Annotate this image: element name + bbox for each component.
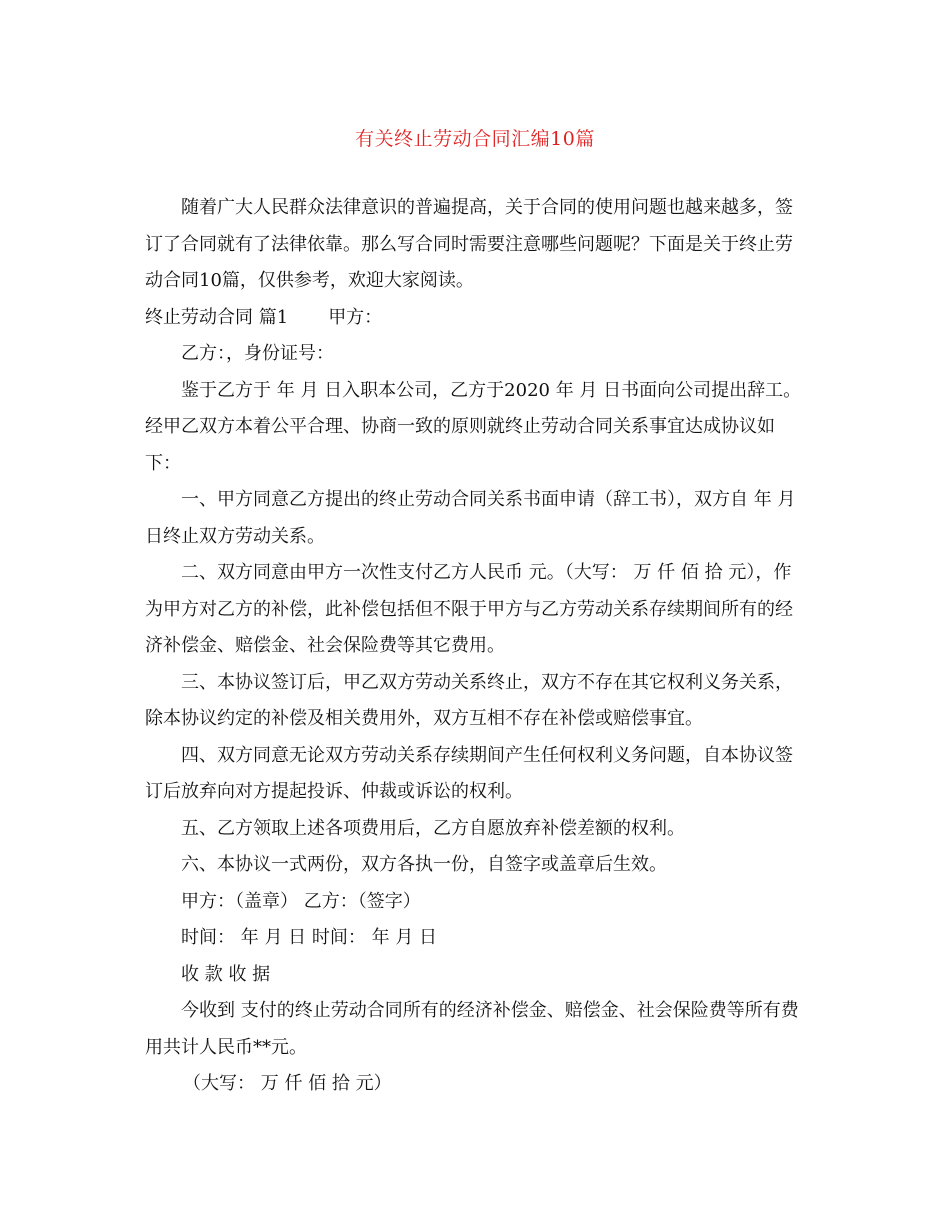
- receipt-body: 今收到 支付的终止劳动合同所有的经济补偿金、赔偿金、社会保险费等所有费用共计人民币**元。: [145, 1000, 799, 1058]
- party-b-line: 乙方：，身份证号：: [181, 343, 334, 364]
- clause-1: 一、甲方同意乙方提出的终止劳动合同关系书面申请（辞工书），双方自 年 月 日终止双方劳动关系。: [145, 489, 796, 547]
- clause-3: 三、本协议签订后，甲乙双方劳动关系终止，双方不存在其它权利义务关系，除本协议约定的补偿及相关费用外，双方互相不存在补偿或赔偿事宜。: [145, 671, 793, 729]
- document-body: [145, 190, 805, 1103]
- section-heading: 终止劳动合同 篇1: [145, 306, 289, 328]
- party-a-label: 甲方：: [328, 306, 383, 328]
- clause-4: 四、双方同意无论双方劳动关系存续期间产生任何权利义务问题，自本协议签订后放弃向对方提起投诉、仲裁或诉讼的权利。: [145, 744, 793, 802]
- clause-2: 二、双方同意由甲方一次性支付乙方人民币 元。（大写： 万 仟 佰 拾 元），作为甲方对乙方的补偿，此补偿包括但不限于甲方与乙方劳动关系存续期间所有的经济补偿金、赔偿金、社会保险费等其它费用。: [145, 562, 793, 656]
- receipt-capital-amount: （大写： 万 仟 佰 拾 元）: [183, 1073, 392, 1094]
- receipt-heading: 收 款 收 据: [181, 963, 271, 985]
- document-title: 有关终止劳动合同汇编10篇: [355, 128, 595, 150]
- clause-6: 六、本协议一式两份，双方各执一份，自签字或盖章后生效。: [181, 854, 667, 875]
- preamble-paragraph: 鉴于乙方于 年 月 日入职本公司，乙方于2020 年 月 日书面向公司提出辞工。经甲乙双方本着公平合理、协商一致的原则就终止劳动合同关系事宜达成协议如下：: [145, 379, 802, 474]
- intro-paragraph: 随着广大人民群众法律意识的普遍提高，关于合同的使用问题也越来越多，签订了合同就有了法律依靠。那么写合同时需要注意哪些问题呢？下面是关于终止劳动合同10篇，仅供参考，欢迎大家阅读。: [145, 197, 793, 291]
- clause-5: 五、乙方领取上述各项费用后，乙方自愿放弃补偿差额的权利。: [181, 817, 685, 839]
- signature-line: 甲方：（盖章） 乙方：（签字）: [181, 890, 421, 912]
- section-heading-line: [145, 300, 805, 337]
- date-line: 时间： 年 月 日 时间： 年 月 日: [181, 927, 438, 948]
